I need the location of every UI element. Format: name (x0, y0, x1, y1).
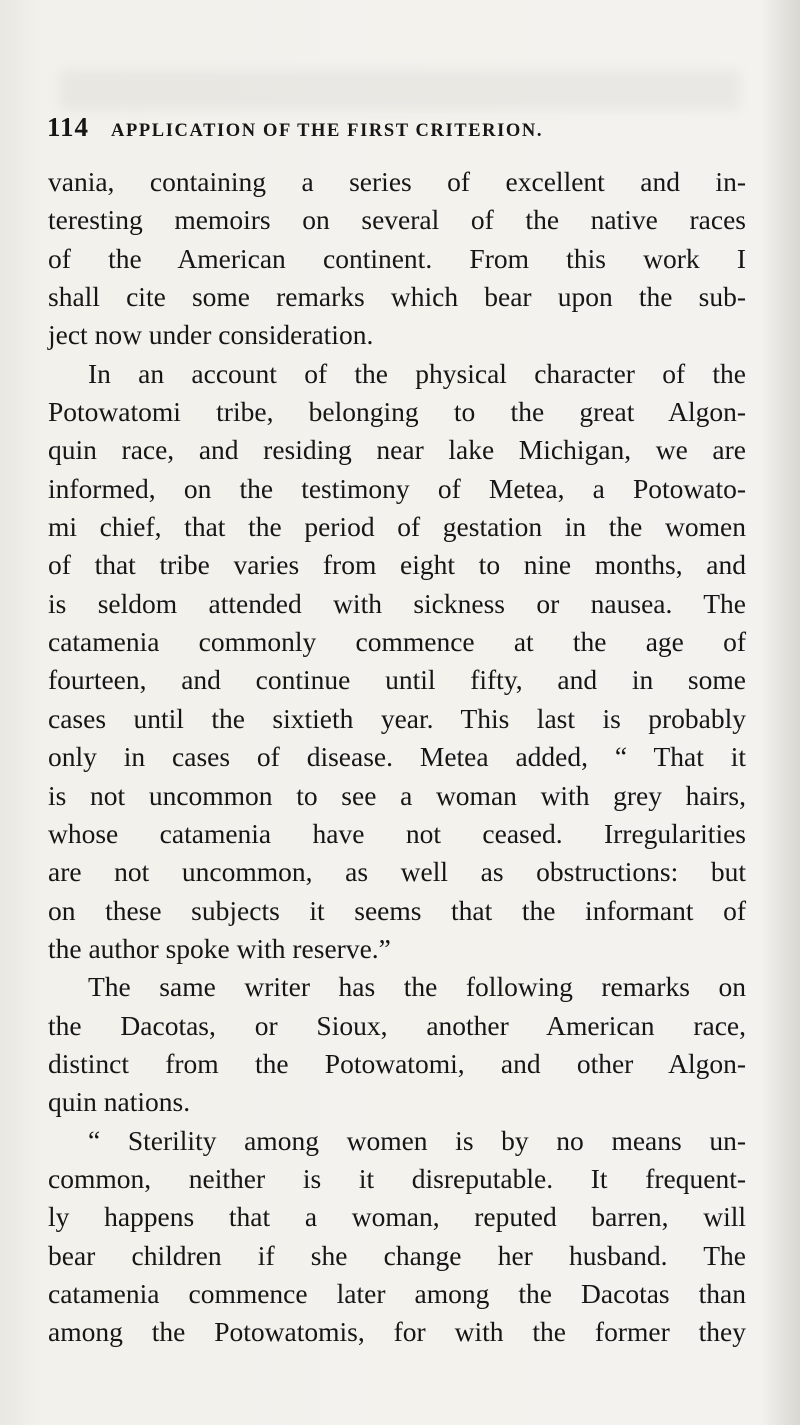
text-line: The same writer has the following remarks on (88, 971, 746, 1003)
text-line: on these subjects it seems that the informant of (48, 894, 746, 926)
text-line: is seldom attended with sickness or nausea. The (48, 587, 746, 619)
text-line: cases until the sixtieth year. This last is probably (48, 702, 746, 734)
text-line: the Dacotas, or Sioux, another American race, (48, 1009, 746, 1041)
text-line: the author spoke with reserve.” (48, 932, 391, 964)
text-line: catamenia commonly commence at the age of (48, 626, 746, 658)
body-text (48, 163, 746, 1352)
text-line: catamenia commence later among the Dacotas than (48, 1277, 746, 1309)
text-line: fourteen, and continue until fifty, and in some (48, 664, 746, 696)
text-line: teresting memoirs on several of the native races (48, 204, 746, 236)
text-line: ly happens that a woman, reputed barren, will (48, 1201, 746, 1233)
text-line: is not uncommon to see a woman with grey hairs, (48, 779, 746, 811)
text-line: mi chief, that the period of gestation in the women (48, 511, 746, 543)
show-through-shadow (60, 70, 740, 110)
text-line: shall cite some remarks which bear upon the sub- (48, 281, 746, 313)
text-line: of that tribe varies from eight to nine months, and (48, 549, 746, 581)
text-line: vania, containing a series of excellent and in- (48, 166, 746, 197)
text-line: whose catamenia have not ceased. Irregularities (48, 817, 746, 849)
text-line: distinct from the Potowatomi, and other Algon- (48, 1047, 746, 1079)
text-line: of the American continent. From this work I (48, 242, 746, 274)
text-line: “ Sterility among women is by no means un- (88, 1124, 746, 1156)
page-number: 114 (47, 112, 90, 142)
text-line: Potowatomi tribe, belonging to the great Algon- (48, 396, 746, 428)
text-line: only in cases of disease. Metea added, “ That it (48, 741, 746, 773)
text-line: quin race, and residing near lake Michigan, we are (48, 434, 746, 466)
running-title: APPLICATION OF THE FIRST CRITERION. (111, 121, 544, 141)
text-line: In an account of the physical character of the (88, 357, 746, 389)
text-line: ject now under consideration. (48, 319, 374, 351)
text-line: common, neither is it disreputable. It frequent- (48, 1162, 746, 1194)
text-line: are not uncommon, as well as obstructions: but (48, 856, 746, 888)
text-line: among the Potowatomis, for with the former they (48, 1316, 746, 1348)
text-line: informed, on the testimony of Metea, a Potowato- (48, 472, 746, 504)
running-header (47, 112, 747, 152)
text-line: bear children if she change her husband. The (48, 1239, 746, 1271)
text-line: quin nations. (48, 1086, 191, 1118)
